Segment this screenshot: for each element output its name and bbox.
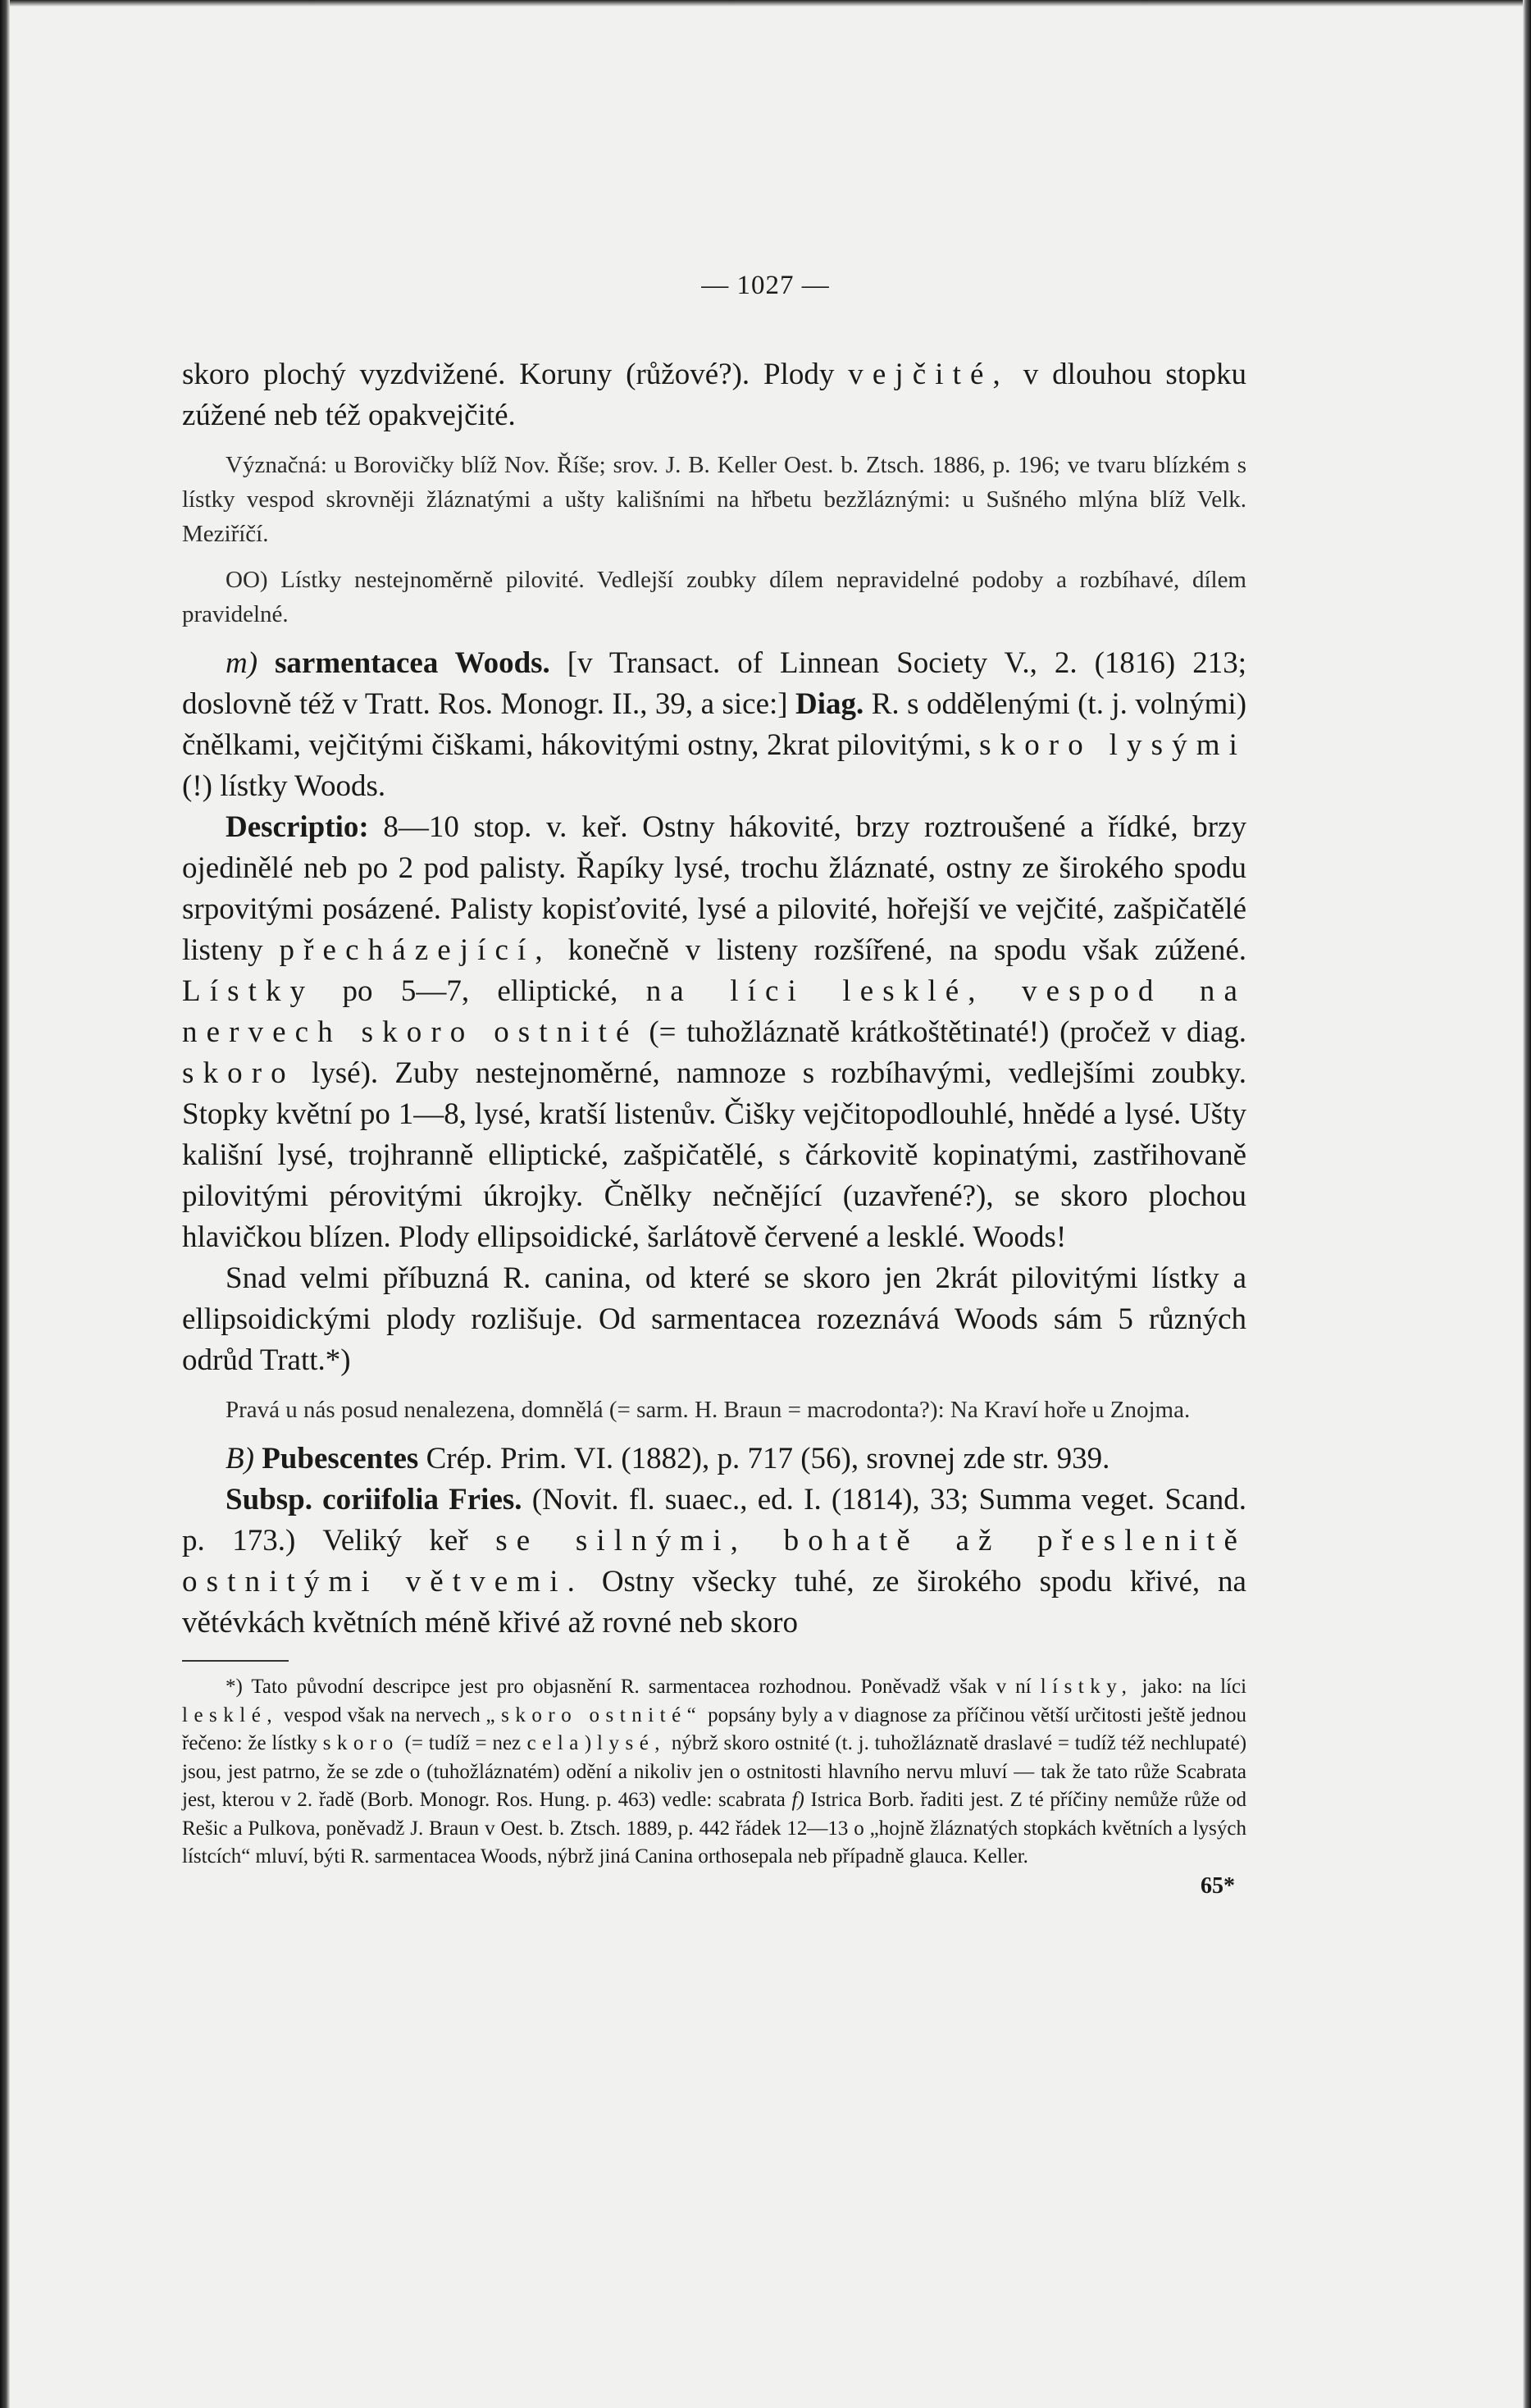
paragraph-vyznacna: Význačná: u Borovičky blíž Nov. Říše; srov. J. B. Keller Oest. b. Ztsch. 1886, p. 196; ve tvaru blízkém s lístky vespod skrovněji žláznatými a ušty kališními na hřbetu bezžláznými: u Sušného mlýna blíž Velk. Meziříčí. [182,452,1246,547]
paragraph-listky: OO) Lístky nestejnoměrně pilovité. Vedlejší zoubky dílem nepravidelné podoby a rozbíhavé, dílem pravidelné. [182,567,1246,627]
footnote: *) Tato původní descripce jest pro objasnění R. sarmentacea rozhodnou. Poněvadž však v ní lístky, jako: na líci lesklé, vespod však na nervech „skoro ostnité“ popsány byly a v diagnose za příčinou větší určitosti ještě jednou řečeno: že lístky skoro (= tudíž = nezcela) lysé, nýbrž skoro ostnité (t. j. tuhožláznatě draslavé = tudíž též nechlupaté) jsou, jest patrno, že se zde o (tuhožláznatém) odění a nikoliv jen o ostnitosti hlavního nervu mluví — tak že tato růže Scabrata jest, kterou v 2. řadě (Borb. Monogr. Ros. Hung. p. 463) vedle: scabrata f) Istrica Borb. řaditi jest. Z té příčiny nemůže růže od Rešic a Pulkova, poněvadž J. Braun v Oest. b. Ztsch. 1889, p. 442 řádek 12—13 o „hojně žláznatých stopkách květních a lysých lístcích“ mluví, býti R. sarmentacea Woods, nýbrž jiná Canina orthosepala neb případně glauca. Keller. [182,1676,1247,1868]
paragraph-sarmentacea: m) sarmentacea Woods. [v Transact. of Linnean Society V., 2. (1816) 213; doslovně též v Tratt. Ros. Monogr. II., 39, a sice:] Diag. R. s oddělenými (t. j. volnými) čnělkami, vejčitými čiškami, hákovitými ostny, 2krat pilovitými, skoro lysými (!) lístky Woods. [182,646,1247,803]
paragraph-snad: Snad velmi příbuzná R. canina, od které se skoro jen 2krát pilovitými lístky a ellipsoidickými plody rozlišuje. Od sarmentacea rozeznává Woods sám 5 různých odrůd Tratt.*) [182,1261,1246,1377]
paragraph-prava: Pravá u nás posud nenalezena, domnělá (= sarm. H. Braun = macrodonta?): Na Kraví hoře u Znojma. [226,1397,1191,1423]
footnote-rule [182,1660,289,1662]
page-left-edge [0,0,10,2408]
page-number: — 1027 — [701,271,830,300]
page-body [182,354,1246,1899]
paragraph-pubescentes: B) Pubescentes Crép. Prim. VI. (1882), p. 717 (56), srovnej zde str. 939. [226,1442,1110,1475]
page-right-edge [1523,0,1531,2408]
page-top-edge [0,0,1531,7]
printer-signature: 65* [1201,1872,1235,1899]
paragraph-plody: skoro plochý vyzdvižené. Koruny (růžové?). Plody vejčité, v dlouhou stopku zúžené neb též opakvejčité. [182,358,1246,432]
paragraph-descriptio: Descriptio: 8—10 stop. v. keř. Ostny hákovité, brzy roztroušené a řídké, brzy ojedinělé neb po 2 pod palisty. Řapíky lysé, trochu žláznaté, ostny ze širokého spodu srpovitými posázené. Palisty kopisťovité, lysé a pilovité, hořejší ve vejčité, zašpičatělé listeny přecházející, konečně v listeny rozšířené, na spodu však zúžené. Lístky po 5—7, elliptické, na líci lesklé, vespod na nervech skoro ostnité (= tuhožláznatě krátkoštětinaté!) (pročež v diag. skoro lysé). Zuby nestejnoměrné, namnoze s rozbíhavými, vedlejšími zoubky. Stopky květní po 1—8, lysé, kratší listenův. Čišky vejčitopodlouhlé, hnědé a lysé. Ušty kališní lysé, trojhranně elliptické, zašpičatělé, s čárkovitě kopinatými, zastřihovaně pilovitými pérovitými úkrojky. Čnělky nečnějící (uzavřené?), se skoro plochou hlavičkou blízen. Plody ellipsoidické, šarlátově červené a lesklé. Woods! [182,810,1247,1254]
paragraph-coriifolia: Subsp. coriifolia Fries. (Novit. fl. suaec., ed. I. (1814), 33; Summa veget. Scand. p. 173.) Veliký keř se silnými, bohatě až přeslenitě ostnitými větvemi. Ostny všecky tuhé, ze širokého spodu křivé, na větévkách květních méně křivé až rovné neb skoro [182,1483,1247,1640]
